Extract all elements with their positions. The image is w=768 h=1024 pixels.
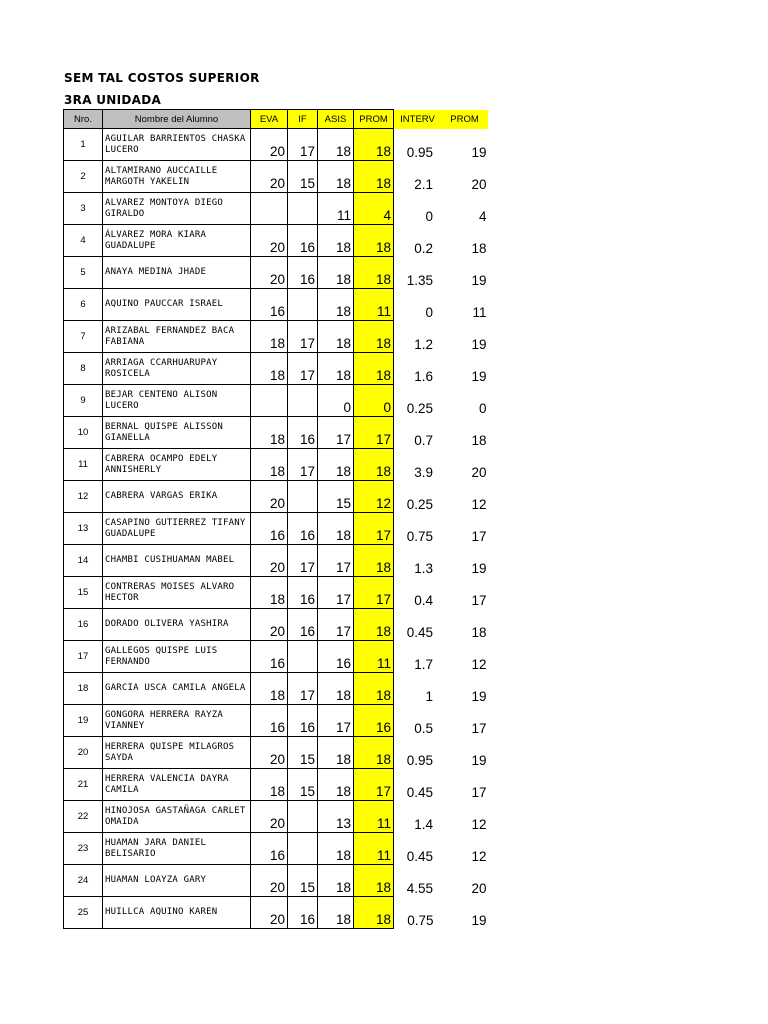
cell-asis: 18 [318, 673, 354, 705]
cell-name: CABRERA VARGAS ERIKA [103, 481, 251, 513]
cell-name: CONTRERAS MOISES ALVARO HECTOR [103, 577, 251, 609]
column-header-name: Nombre del Alumno [103, 110, 251, 129]
column-header-asis: ASIS [318, 110, 354, 129]
cell-prom: 18 [354, 321, 394, 353]
cell-prom: 18 [354, 257, 394, 289]
cell-eva: 20 [251, 609, 288, 641]
cell-nro: 23 [64, 833, 103, 865]
table-row [64, 641, 488, 673]
table-row [64, 769, 488, 801]
cell-prom-final: 12 [471, 816, 487, 832]
cell-prom: 11 [354, 641, 394, 673]
table-row [64, 353, 488, 385]
cell-asis: 18 [318, 161, 354, 193]
cell-interv: 0.45 [406, 624, 433, 640]
cell-nro: 17 [64, 641, 103, 673]
cell-interv: 1.35 [406, 272, 433, 288]
table-row [64, 897, 488, 929]
cell-interv: 0.45 [406, 784, 433, 800]
cell-prom-final: 20 [471, 880, 487, 896]
cell-name: ARIZABAL FERNANDEZ BACA FABIANA [103, 321, 251, 353]
cell-nro: 7 [64, 321, 103, 353]
cell-nro: 21 [64, 769, 103, 801]
cell-prom-final: 17 [471, 528, 487, 544]
cell-eva: 16 [251, 705, 288, 737]
table-row [64, 609, 488, 641]
cell-name: HUAMAN LOAYZA GARY [103, 865, 251, 897]
cell-if: 16 [288, 609, 318, 641]
cell-nro: 13 [64, 513, 103, 545]
cell-if: 17 [288, 353, 318, 385]
cell-prom: 17 [354, 417, 394, 449]
cell-asis: 18 [318, 225, 354, 257]
grades-table [63, 109, 488, 929]
cell-eva: 20 [251, 225, 288, 257]
cell-interv: 2.1 [414, 176, 433, 192]
cell-nro: 22 [64, 801, 103, 833]
cell-interv: 0.25 [406, 496, 433, 512]
cell-eva: 20 [251, 129, 288, 161]
cell-name: ALTAMIRANO AUCCAILLE MARGOTH YAKELIN [103, 161, 251, 193]
cell-eva: 18 [251, 577, 288, 609]
cell-asis: 18 [318, 513, 354, 545]
column-header-eva: EVA [251, 110, 288, 129]
cell-eva: 16 [251, 513, 288, 545]
cell-asis: 17 [318, 545, 354, 577]
table-row [64, 417, 488, 449]
cell-asis: 13 [318, 801, 354, 833]
cell-asis: 18 [318, 897, 354, 929]
cell-asis: 17 [318, 417, 354, 449]
cell-nro: 18 [64, 673, 103, 705]
cell-prom: 11 [354, 289, 394, 321]
cell-asis: 17 [318, 577, 354, 609]
cell-prom-final: 17 [471, 592, 487, 608]
table-row [64, 577, 488, 609]
cell-nro: 6 [64, 289, 103, 321]
cell-prom: 18 [354, 225, 394, 257]
cell-eva: 20 [251, 865, 288, 897]
cell-prom-final: 19 [471, 272, 487, 288]
cell-prom: 11 [354, 801, 394, 833]
cell-name: GALLEGOS QUISPE LUIS FERNANDO [103, 641, 251, 673]
cell-prom-final: 17 [471, 784, 487, 800]
cell-nro: 14 [64, 545, 103, 577]
cell-if: 17 [288, 673, 318, 705]
cell-name: ÁLVAREZ MORA KIARA GUADALUPE [103, 225, 251, 257]
cell-prom: 18 [354, 161, 394, 193]
cell-prom: 17 [354, 577, 394, 609]
cell-if: 15 [288, 737, 318, 769]
table-row [64, 513, 488, 545]
header-row [64, 110, 488, 129]
cell-if [288, 385, 318, 417]
cell-if: 17 [288, 129, 318, 161]
table-row [64, 801, 488, 833]
cell-if [288, 833, 318, 865]
table-row [64, 865, 488, 897]
cell-eva [251, 385, 288, 417]
cell-if [288, 289, 318, 321]
cell-prom-final: 19 [471, 144, 487, 160]
cell-eva: 18 [251, 449, 288, 481]
cell-name: AQUINO PAUCCAR ISRAEL [103, 289, 251, 321]
table-row [64, 129, 488, 161]
cell-if [288, 193, 318, 225]
cell-asis: 18 [318, 865, 354, 897]
cell-asis: 17 [318, 705, 354, 737]
cell-eva: 20 [251, 737, 288, 769]
cell-if: 15 [288, 769, 318, 801]
cell-if [288, 801, 318, 833]
cell-nro: 12 [64, 481, 103, 513]
table-row [64, 705, 488, 737]
document-subtitle: 3RA UNIDADA [64, 93, 162, 107]
cell-name: ARRIAGA CCARHUARUPAY ROSICELA [103, 353, 251, 385]
cell-if: 16 [288, 577, 318, 609]
cell-prom: 17 [354, 769, 394, 801]
cell-interv: 1 [425, 688, 433, 704]
cell-name: HERRERA QUISPE MILAGROS SAYDA [103, 737, 251, 769]
cell-prom: 11 [354, 833, 394, 865]
cell-eva: 20 [251, 161, 288, 193]
cell-if: 16 [288, 225, 318, 257]
cell-interv: 1.6 [414, 368, 433, 384]
cell-eva: 16 [251, 641, 288, 673]
cell-interv: 0.5 [414, 720, 433, 736]
cell-name: HUILLCA AQUINO KAREN [103, 897, 251, 929]
cell-interv: 3.9 [414, 464, 433, 480]
cell-name: CABRERA OCAMPO EDELY ANNISHERLY [103, 449, 251, 481]
cell-nro: 11 [64, 449, 103, 481]
cell-interv: 0 [425, 208, 433, 224]
cell-prom-final: 11 [472, 304, 487, 320]
cell-interv: 0.45 [406, 848, 433, 864]
cell-nro: 24 [64, 865, 103, 897]
cell-nro: 25 [64, 897, 103, 929]
cell-eva: 20 [251, 545, 288, 577]
cell-if: 15 [288, 161, 318, 193]
cell-name: HERRERA VALENCIA DAYRA CAMILA [103, 769, 251, 801]
cell-eva: 18 [251, 769, 288, 801]
cell-nro: 20 [64, 737, 103, 769]
cell-prom: 18 [354, 673, 394, 705]
cell-asis: 0 [318, 385, 354, 417]
cell-interv: 4.55 [406, 880, 433, 896]
cell-if: 16 [288, 513, 318, 545]
cell-prom-final: 12 [471, 496, 487, 512]
cell-interv: 1.2 [414, 336, 433, 352]
cell-asis: 16 [318, 641, 354, 673]
cell-if: 16 [288, 897, 318, 929]
table-row [64, 673, 488, 705]
cell-eva: 18 [251, 353, 288, 385]
cell-name: HUAMAN JARA DANIEL BELISARIO [103, 833, 251, 865]
cell-prom-final: 19 [471, 560, 487, 576]
cell-prom: 18 [354, 129, 394, 161]
cell-prom-final: 20 [471, 464, 487, 480]
cell-if: 17 [288, 545, 318, 577]
cell-prom-final: 19 [471, 688, 487, 704]
cell-eva [251, 193, 288, 225]
cell-prom-final: 19 [471, 336, 487, 352]
cell-name: CASAPINO GUTIERREZ TIFANY GUADALUPE [103, 513, 251, 545]
column-header-prom: PROM [354, 110, 394, 129]
table-body [64, 129, 488, 929]
cell-prom-final: 12 [471, 656, 487, 672]
cell-interv: 1.7 [414, 656, 433, 672]
cell-prom: 12 [354, 481, 394, 513]
cell-prom: 18 [354, 897, 394, 929]
cell-asis: 18 [318, 289, 354, 321]
cell-if: 17 [288, 449, 318, 481]
cell-prom-final: 17 [471, 720, 487, 736]
table-row [64, 321, 488, 353]
cell-asis: 18 [318, 833, 354, 865]
cell-name: ANAYA MEDINA JHADE [103, 257, 251, 289]
cell-nro: 9 [64, 385, 103, 417]
cell-if: 16 [288, 705, 318, 737]
cell-prom-final: 19 [471, 912, 487, 928]
cell-prom: 17 [354, 513, 394, 545]
cell-asis: 18 [318, 353, 354, 385]
cell-prom-final: 0 [478, 400, 487, 416]
cell-prom-final: 19 [471, 752, 487, 768]
cell-prom-final: 18 [471, 624, 487, 640]
table-row [64, 257, 488, 289]
cell-interv: 0 [425, 304, 433, 320]
cell-interv: 0.75 [406, 528, 433, 544]
cell-asis: 18 [318, 449, 354, 481]
cell-nro: 3 [64, 193, 103, 225]
cell-prom: 18 [354, 609, 394, 641]
table-row [64, 225, 488, 257]
cell-prom-final: 20 [471, 176, 487, 192]
cell-interv: 0.95 [406, 144, 433, 160]
cell-if: 16 [288, 417, 318, 449]
table-row [64, 545, 488, 577]
cell-if [288, 641, 318, 673]
cell-asis: 18 [318, 257, 354, 289]
table-row [64, 481, 488, 513]
cell-nro: 8 [64, 353, 103, 385]
cell-asis: 11 [318, 193, 354, 225]
cell-prom: 18 [354, 449, 394, 481]
cell-if: 16 [288, 257, 318, 289]
cell-interv: 0.95 [406, 752, 433, 768]
cell-prom: 18 [354, 353, 394, 385]
table-row [64, 193, 488, 225]
cell-prom: 16 [354, 705, 394, 737]
cell-nro: 15 [64, 577, 103, 609]
cell-name: HINOJOSA GASTAÑAGA CARLET OMAIDA [103, 801, 251, 833]
cell-prom: 4 [354, 193, 394, 225]
cell-asis: 17 [318, 609, 354, 641]
table-row [64, 385, 488, 417]
cell-eva: 20 [251, 801, 288, 833]
cell-name: CHAMBI CUSIHUAMAN MABEL [103, 545, 251, 577]
cell-name: BEJAR CENTENO ALISON LUCERO [103, 385, 251, 417]
cell-eva: 20 [251, 257, 288, 289]
cell-asis: 15 [318, 481, 354, 513]
cell-asis: 18 [318, 769, 354, 801]
cell-prom: 18 [354, 545, 394, 577]
column-header-if: IF [288, 110, 318, 129]
cell-asis: 18 [318, 321, 354, 353]
cell-nro: 4 [64, 225, 103, 257]
table-row [64, 449, 488, 481]
column-header-nro: Nro. [64, 110, 103, 129]
cell-prom-final: 18 [471, 240, 487, 256]
cell-prom-final: 4 [478, 208, 487, 224]
cell-prom-final: 19 [471, 368, 487, 384]
cell-eva: 16 [251, 289, 288, 321]
cell-prom-final: 12 [471, 848, 487, 864]
column-header-interv: INTERV [394, 110, 442, 129]
document-title: SEM TAL COSTOS SUPERIOR [64, 71, 260, 85]
column-header-prom-final: PROM [442, 110, 488, 129]
cell-nro: 1 [64, 129, 103, 161]
cell-name: DORADO OLIVERA YASHIRA [103, 609, 251, 641]
cell-prom: 0 [354, 385, 394, 417]
cell-interv: 0.25 [406, 400, 433, 416]
cell-name: AGUILAR BARRIENTOS CHASKA LUCERO [103, 129, 251, 161]
cell-eva: 18 [251, 673, 288, 705]
cell-nro: 5 [64, 257, 103, 289]
cell-interv: 0.4 [414, 592, 433, 608]
cell-if [288, 481, 318, 513]
cell-name: GONGORA HERRERA RAYZA VIANNEY [103, 705, 251, 737]
cell-nro: 2 [64, 161, 103, 193]
cell-if: 17 [288, 321, 318, 353]
table-row [64, 737, 488, 769]
cell-eva: 20 [251, 897, 288, 929]
table-row [64, 161, 488, 193]
cell-asis: 18 [318, 129, 354, 161]
cell-prom: 18 [354, 865, 394, 897]
cell-eva: 18 [251, 417, 288, 449]
cell-interv: 0.75 [407, 912, 434, 928]
cell-eva: 18 [251, 321, 288, 353]
cell-interv: 0.2 [414, 240, 433, 256]
cell-prom-final: 18 [471, 432, 487, 448]
cell-name: BERNAL QUISPE ALISSON GIANELLA [103, 417, 251, 449]
cell-eva: 16 [251, 833, 288, 865]
table-row [64, 833, 488, 865]
cell-interv: 1.3 [414, 560, 433, 576]
cell-nro: 10 [64, 417, 103, 449]
cell-interv: 1.4 [414, 816, 433, 832]
cell-prom: 18 [354, 737, 394, 769]
cell-asis: 18 [318, 737, 354, 769]
cell-eva: 20 [251, 481, 288, 513]
table-row [64, 289, 488, 321]
cell-interv: 0.7 [414, 432, 433, 448]
cell-if: 15 [288, 865, 318, 897]
cell-name: ALVAREZ MONTOYA DIEGO GIRALDO [103, 193, 251, 225]
cell-nro: 16 [64, 609, 103, 641]
cell-name: GARCIA USCA CAMILA ANGELA [103, 673, 251, 705]
cell-nro: 19 [64, 705, 103, 737]
